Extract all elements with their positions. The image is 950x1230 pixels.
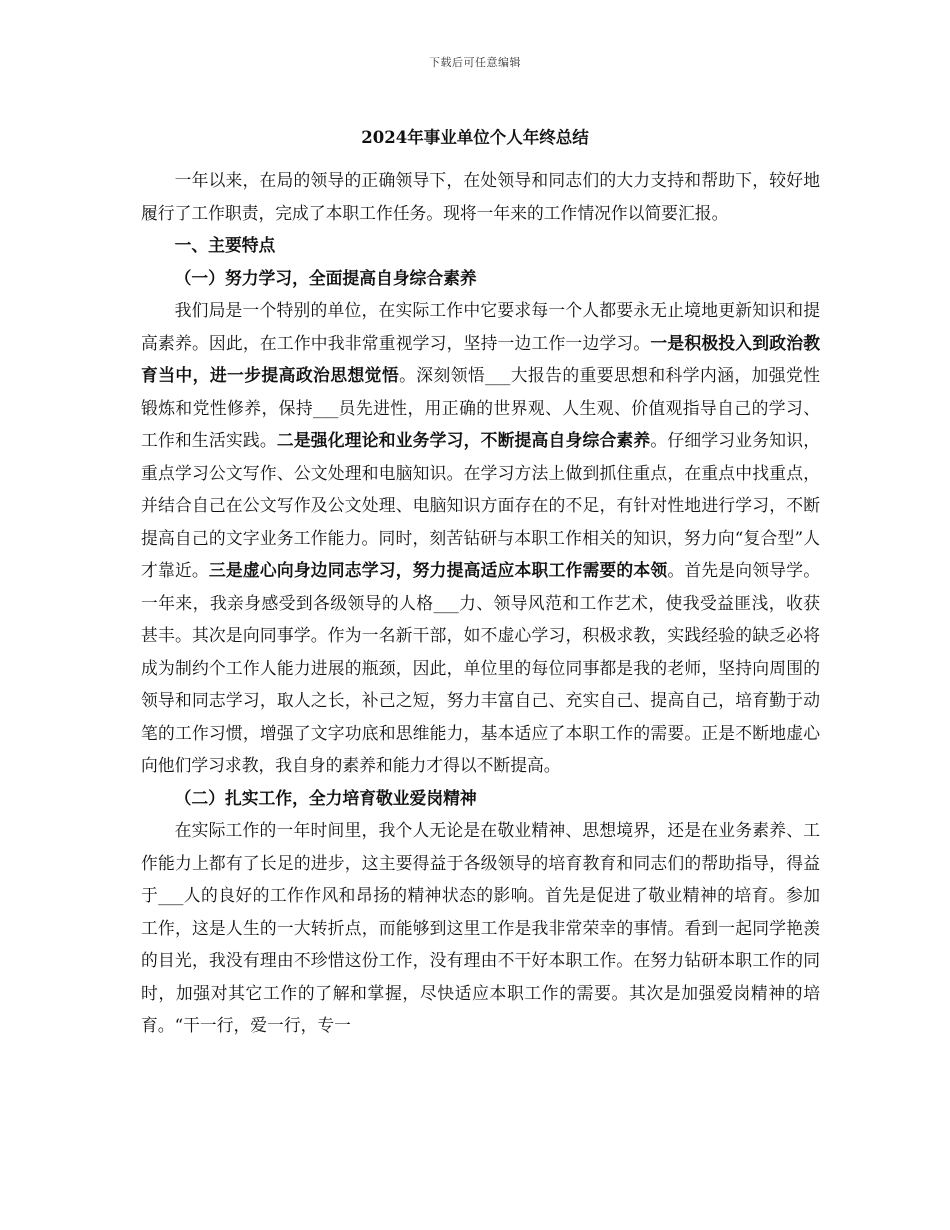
header-note: 下载后可任意编辑 <box>429 56 521 69</box>
study-text-1: 我们局是一个特别的单位，在实际工作中它要求每一个人都要永无止境地更新知识和提高素养。因此，在工作中我非常重视学习，坚持一边工作一边学习。 <box>141 300 820 353</box>
study-text-3: 。仔细学习业务知识，重点学习公文写作、公文处理和电脑知识。在学习方法上做到抓住重点，在重点中找重点，并结合自己在公文写作及公文处理、电脑知识方面存在的不足，有针对性地进行学习，不断提高自己的文字业务工作能力。同时，刻苦钻研与本职工作相关的知识，努力向“复合型”人才靠近。 <box>141 430 820 580</box>
study-text-2: 。深刻领悟___大报告的重要思想和科学内涵，加强党性锻炼和党性修养，保持___员先进性，用正确的世界观、人生观、价值观指导自己的学习、工作和生活实践。 <box>141 365 820 450</box>
subsection-heading-study: （一）努力学习，全面提高自身综合素养 <box>174 267 477 288</box>
study-bold-point-3: 三是虚心向身边同志学习，努力提高适应本职工作需要的本领 <box>208 560 668 580</box>
intro-paragraph: 一年以来，在局的领导的正确领导下，在处领导和同志们的大力支持和帮助下，较好地履行了工作职责，完成了本职工作任务。现将一年来的工作情况作以简要汇报。 <box>141 170 820 223</box>
section-heading-main-features: 一、主要特点 <box>174 235 276 255</box>
subsection-heading-work: （二）扎实工作，全力培育敬业爱岗精神 <box>174 787 477 808</box>
document-body <box>141 164 820 1042</box>
document-title: 2024年事业单位个人年终总结 <box>361 128 589 147</box>
study-text-4: 。首先是向领导学。一年来，我亲身感受到各级领导的人格___力、领导风范和工作艺术，使我受益匪浅，收获甚丰。其次是向同事学。作为一名新干部，如不虚心学习，积极求教，实践经验的缺乏必将成为制约个工作人能力进展的瓶颈，因此，单位里的每位同事都是我的老师，坚持向周围的领导和同志学习，取人之长，补己之短，努力丰富自己、充实自己、提高自己，培育勤于动笔的工作习惯，增强了文字功底和思维能力，基本适应了本职工作的需要。正是不断地虚心向他们学习求教，我自身的素养和能力才得以不断提高。 <box>141 560 820 775</box>
study-bold-point-2: 二是强化理论和业务学习，不断提高自身综合素养 <box>276 430 651 450</box>
work-paragraph: 在实际工作的一年时间里，我个人无论是在敬业精神、思想境界，还是在业务素养、工作能力上都有了长足的进步，这主要得益于各级领导的培育教育和同志们的帮助指导，得益于___人的良好的工作作风和昂扬的精神状态的影响。首先是促进了敬业精神的培育。参加工作，这是人生的一大转折点，而能够到这里工作是我非常荣幸的事情。看到一起同学艳羡的目光，我没有理由不珍惜这份工作，没有理由不干好本职工作。在努力钻研本职工作的同时，加强对其它工作的了解和掌握，尽快适应本职工作的需要。其次是加强爱岗精神的培育。“干一行，爱一行，专一 <box>141 820 820 1035</box>
study-bold-point-1: 一是积极投入到政治教育当中，进一步提高政治思想觉悟 <box>141 332 820 385</box>
study-paragraph <box>141 294 820 782</box>
